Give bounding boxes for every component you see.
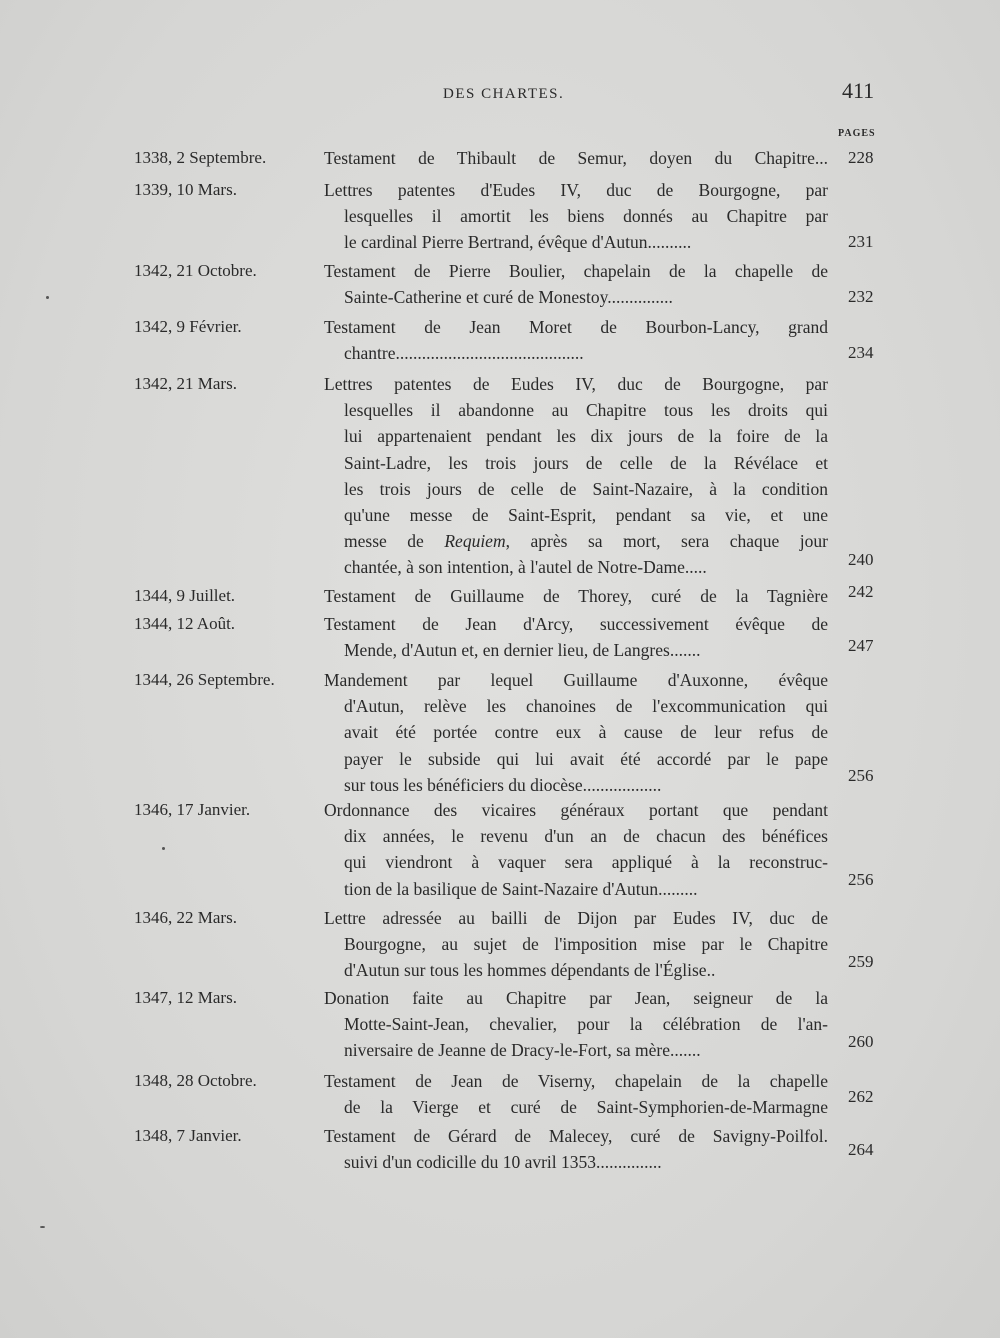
- entry-description: [324, 177, 828, 256]
- entry-date: 1342, 9 Février.: [134, 317, 242, 336]
- entry-line: Testament de Thibault de Semur, doyen du Chapitre...: [324, 148, 828, 168]
- entry-page-ref: 242: [848, 582, 874, 601]
- entry-line: Ordonnance des vicaires généraux portant que pendant: [324, 800, 828, 820]
- entry-line: Mandement par lequel Guillaume d'Auxonne, évêque: [324, 670, 828, 690]
- entry-description: [324, 905, 828, 984]
- entry-page-ref: 262: [848, 1087, 874, 1106]
- pages-column-label: PAGES: [838, 128, 876, 139]
- entry-page-ref: 232: [848, 287, 874, 306]
- entry-line: avait été portée contre eux à cause de leur refus de: [344, 722, 828, 743]
- scan-speck: [46, 296, 49, 299]
- entry-line: lesquelles il abandonne au Chapitre tous les droits qui: [344, 400, 828, 421]
- entry-description: [324, 145, 828, 171]
- entry-line: de la Vierge et curé de Saint-Symphorien-de-Marmagne: [344, 1097, 828, 1118]
- entry-page-ref: 260: [848, 1032, 874, 1051]
- entry-line: Testament de Guillaume de Thorey, curé de la Tagnière: [324, 586, 828, 606]
- entry-line: Lettres patentes d'Eudes IV, duc de Bourgogne, par: [324, 180, 828, 200]
- entry-line: les trois jours de celle de Saint-Nazaire, à la condition: [344, 478, 828, 499]
- entry-page-ref: 256: [848, 870, 874, 889]
- entry-line: Lettre adressée au bailli de Dijon par Eudes IV, duc de: [324, 908, 828, 928]
- entry-date: 1344, 12 Août.: [134, 614, 236, 633]
- entry-line: Sainte-Catherine et curé de Monestoy...............: [344, 287, 673, 308]
- running-title: DES CHARTES.: [443, 86, 565, 102]
- entry-line: qu'une messe de Saint-Esprit, pendant sa vie, et une: [344, 505, 828, 526]
- entry-page-ref: 240: [848, 550, 874, 569]
- entry-page-ref: 264: [848, 1140, 874, 1159]
- entry-line: Donation faite au Chapitre par Jean, seigneur de la: [324, 988, 828, 1008]
- entry-description: [324, 1123, 828, 1175]
- entry-line: payer le subside qui lui avait été accordé par le pape: [344, 748, 828, 769]
- entry-date: 1348, 28 Octobre.: [134, 1071, 257, 1090]
- entry-line: lesquelles il amortit les biens donnés au Chapitre par: [344, 206, 828, 227]
- entry-line: Motte-Saint-Jean, chevalier, pour la célébration de l'an-: [344, 1014, 828, 1035]
- entry-date: 1348, 7 Janvier.: [134, 1126, 242, 1145]
- entry-line: dix années, le revenu d'un an de chacun des bénéfices: [344, 826, 828, 847]
- entry-line: Saint-Ladre, les trois jours de celle de la Révélace et: [344, 452, 828, 473]
- entry-line: niversaire de Jeanne de Dracy-le-Fort, sa mère.......: [344, 1040, 701, 1061]
- entry-line: sur tous les bénéficiers du diocèse..................: [344, 774, 662, 795]
- entry-line: Testament de Jean d'Arcy, successivement évêque de: [324, 614, 828, 634]
- entry-page-ref: 259: [848, 952, 874, 971]
- scan-speck: [40, 1226, 45, 1228]
- entry-line: Testament de Jean de Viserny, chapelain de la chapelle: [324, 1071, 828, 1091]
- italic-term: Requiem: [444, 531, 506, 552]
- entry-date: 1347, 12 Mars.: [134, 988, 237, 1007]
- entry-page-ref: 256: [848, 766, 874, 785]
- entry-line: Testament de Gérard de Malecey, curé de Savigny-Poilfol.: [324, 1126, 828, 1146]
- entry-date: 1346, 17 Janvier.: [134, 800, 251, 819]
- entry-line: Lettres patentes de Eudes IV, duc de Bourgogne, par: [324, 374, 828, 394]
- entry-description: [324, 797, 828, 902]
- entry-date: 1344, 26 Septembre.: [134, 670, 275, 689]
- entry-description: [324, 583, 828, 609]
- entry-line: le cardinal Pierre Bertrand, évêque d'Autun..........: [344, 232, 692, 253]
- running-head: [0, 78, 1000, 110]
- entry-description: [324, 985, 828, 1064]
- entry-line: chantée, à son intention, à l'autel de Notre-Dame.....: [344, 557, 707, 578]
- scan-speck: [162, 847, 165, 850]
- page-number: 411: [842, 78, 875, 103]
- entry-page-ref: 234: [848, 343, 874, 362]
- entry-line: messe de Requiem, après sa mort, sera chaque jour: [344, 531, 828, 552]
- entry-date: 1344, 9 Juillet.: [134, 586, 236, 605]
- entry-line: d'Autun, relève les chanoines de l'excommunication qui: [344, 696, 828, 717]
- entry-page-ref: 228: [848, 148, 874, 167]
- entry-page-ref: 247: [848, 636, 874, 655]
- entry-description: [324, 258, 828, 310]
- entry-line: qui viendront à vaquer sera appliqué à la reconstruc-: [344, 852, 828, 873]
- entry-date: 1342, 21 Octobre.: [134, 261, 257, 280]
- entry-page-ref: 231: [848, 232, 874, 251]
- entry-line: lui appartenaient pendant les dix jours de la foire de la: [344, 426, 828, 447]
- entry-line: Testament de Pierre Boulier, chapelain de la chapelle de: [324, 261, 828, 281]
- entry-line: Testament de Jean Moret de Bourbon-Lancy, grand: [324, 317, 828, 337]
- entry-description: [324, 1068, 828, 1120]
- entry-date: 1339, 10 Mars.: [134, 180, 237, 199]
- entry-description: [324, 371, 828, 581]
- entry-description: [324, 314, 828, 366]
- entry-line: Mende, d'Autun et, en dernier lieu, de Langres.......: [344, 640, 701, 661]
- entry-description: [324, 611, 828, 663]
- entry-date: 1346, 22 Mars.: [134, 908, 237, 927]
- entry-line: tion de la basilique de Saint-Nazaire d'Autun.........: [344, 878, 698, 899]
- entry-line: suivi d'un codicille du 10 avril 1353...............: [344, 1152, 662, 1173]
- entry-date: 1338, 2 Septembre.: [134, 148, 267, 167]
- entry-line: d'Autun sur tous les hommes dépendants de l'Église..: [344, 960, 716, 981]
- entry-line: Bourgogne, au sujet de l'imposition mise par le Chapitre: [344, 934, 828, 955]
- entry-description: [324, 667, 828, 798]
- entry-line: chantre...........................................: [344, 343, 584, 364]
- entry-date: 1342, 21 Mars.: [134, 374, 237, 393]
